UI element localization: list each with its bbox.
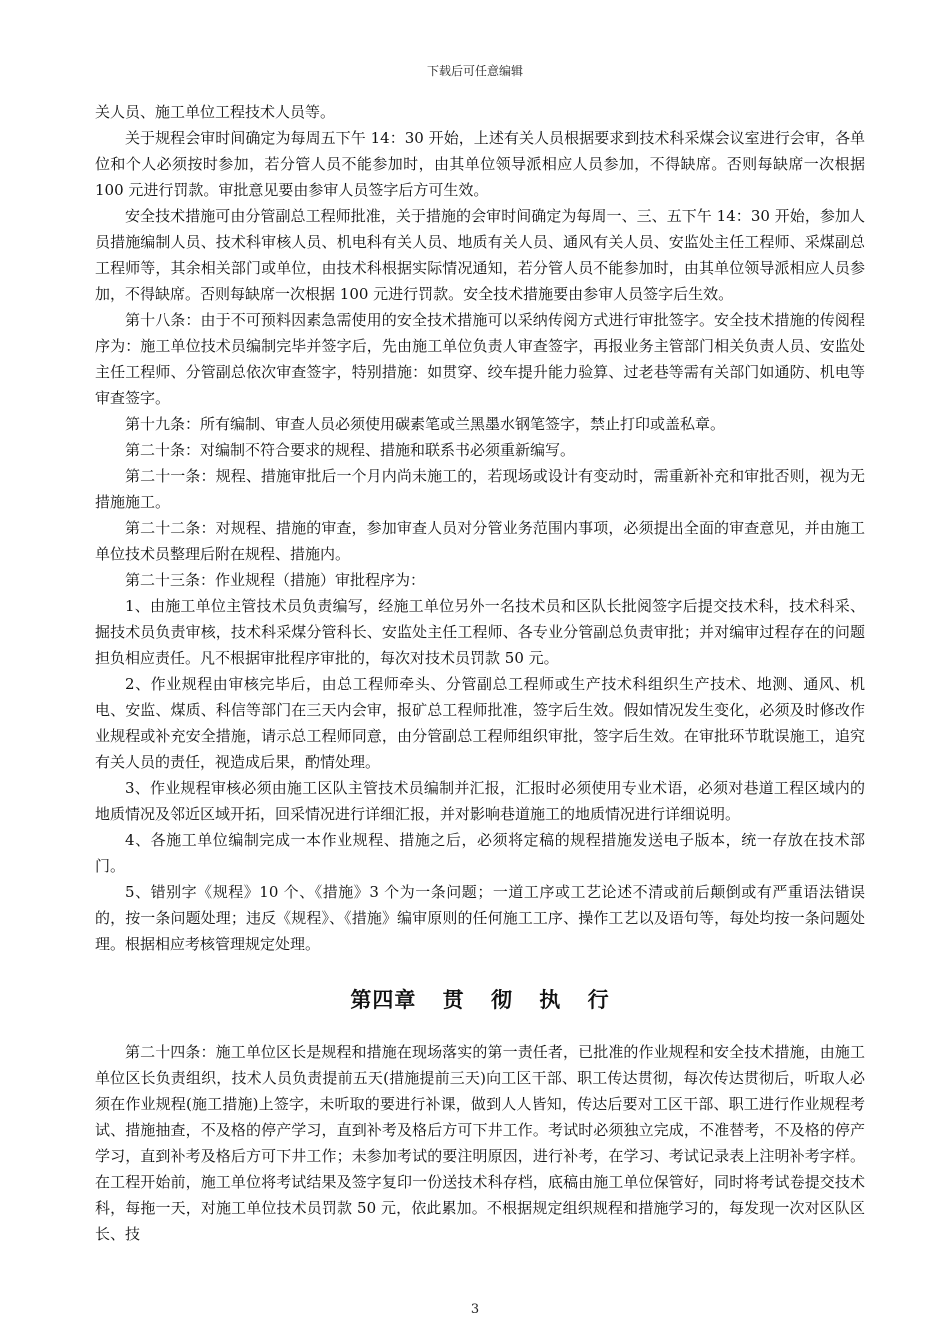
paragraph: 第十九条：所有编制、审查人员必须使用碳素笔或兰黑墨水钢笔签字，禁止打印或盖私章。 xyxy=(125,415,726,433)
document-body xyxy=(95,99,865,1247)
paragraph: 第二十四条：施工单位区长是规程和措施在现场落实的第一责任者，已批准的作业规程和安全技术措施，由施工单位区长负责组织，技术人员负责提前五天(措施提前三天)向工区干部、职工传达贯彻，每次传达贯彻后，听取人必须在作业规程(施工措施)上签字，未听取的要进行补课，做到人人皆知，传达后要对工区干部、职工进行作业规程考试、措施抽查，不及格的停产学习，直到补考及格后方可下井工作。考试时必须独立完成，不准替考，不及格的停产学习，直到补考及格后方可下井工作；未参加考试的要注明原因，进行补考，在学习、考试记录表上注明补考字样。在工程开始前，施工单位将考试结果及签字复印一份送技术科存档，底稿由施工单位保管好，同时将考试卷提交技术科，每拖一天，对施工单位技术员罚款 50 元，依此累加。不根据规定组织规程和措施学习的，每发现一次对区队区长、技 xyxy=(95,1043,865,1243)
paragraph: 关于规程会审时间确定为每周五下午 14：30 开始，上述有关人员根据要求到技术科采煤会议室进行会审，各单位和个人必须按时参加，若分管人员不能参加时，由其单位领导派相应人员参加，不得缺席。否则每缺席一次根据 100 元进行罚款。审批意见要由参审人员签字后方可生效。 xyxy=(95,129,865,199)
paragraph: 第十八条：由于不可预料因素急需使用的安全技术措施可以采纳传阅方式进行审批签字。安全技术措施的传阅程序为：施工单位技术员编制完毕并签字后，先由施工单位负责人审查签字，再报业务主管部门相关负责人员、安监处主任工程师、分管副总依次审查签字，特别措施：如贯穿、绞车提升能力验算、过老巷等需有关部门如通防、机电等审查签字。 xyxy=(95,311,865,407)
paragraph: 第二十三条：作业规程（措施）审批程序为： xyxy=(125,571,426,589)
paragraph: 2、作业规程由审核完毕后，由总工程师牵头、分管副总工程师或生产技术科组织生产技术、地测、通风、机电、安监、煤质、科信等部门在三天内会审，报矿总工程师批准，签字后生效。假如情况发生变化，必须及时修改作业规程或补充安全措施，请示总工程师同意，由分管副总工程师组织审批，签字后生效。在审批环节耽误施工，追究有关人员的责任，视造成后果，酌情处理。 xyxy=(95,675,865,771)
section-before-chapter xyxy=(95,99,865,957)
paragraph: 5、错别字《规程》10 个、《措施》3 个为一条问题；一道工序或工艺论述不清或前后颠倒或有严重语法错误的，按一条问题处理；违反《规程》、《措施》编审原则的任何施工工序、操作工艺以及语句等，每处均按一条问题处理。根据相应考核管理规定处理。 xyxy=(95,883,865,953)
section-after-chapter xyxy=(95,1039,865,1247)
page-number: 3 xyxy=(470,1302,480,1317)
paragraph: 第二十二条：对规程、措施的审查，参加审查人员对分管业务范围内事项，必须提出全面的审查意见，并由施工单位技术员整理后附在规程、措施内。 xyxy=(95,519,865,563)
chapter-title: 第四章 贯 彻 执 行 xyxy=(350,987,610,1012)
paragraph: 4、各施工单位编制完成一本作业规程、措施之后，必须将定稿的规程措施发送电子版本，统一存放在技术部门。 xyxy=(95,831,865,875)
page-header: 下载后可任意编辑 xyxy=(426,64,523,78)
paragraph: 第二十一条：规程、措施审批后一个月内尚未施工的，若现场或设计有变动时，需重新补充和审批否则，视为无措施施工。 xyxy=(95,467,865,511)
paragraph: 1、由施工单位主管技术员负责编写，经施工单位另外一名技术员和区队长批阅签字后提交技术科，技术科采、掘技术员负责审核，技术科采煤分管科长、安监处主任工程师、各专业分管副总负责审批；并对编审过程存在的问题担负相应责任。凡不根据审批程序审批的，每次对技术员罚款 50 元。 xyxy=(95,597,865,667)
paragraph: 第二十条：对编制不符合要求的规程、措施和联系书必须重新编写。 xyxy=(125,441,576,459)
paragraph: 关人员、施工单位工程技术人员等。 xyxy=(95,103,336,121)
paragraph: 安全技术措施可由分管副总工程师批准，关于措施的会审时间确定为每周一、三、五下午 14：30 开始，参加人员措施编制人员、技术科审核人员、机电科有关人员、地质有关人员、通风有关人员、安监处主任工程师、采煤副总工程师等，其余相关部门或单位，由技术科根据实际情况通知，若分管人员不能参加时，由其单位领导派相应人员参加，不得缺席。否则每缺席一次根据 100 元进行罚款。安全技术措施要由参审人员签字后生效。 xyxy=(95,207,865,303)
paragraph: 3、作业规程审核必须由施工区队主管技术员编制并汇报，汇报时必须使用专业术语，必须对巷道工程区域内的地质情况及邻近区域开拓，回采情况进行详细汇报，并对影响巷道施工的地质情况进行详细说明。 xyxy=(95,779,865,823)
